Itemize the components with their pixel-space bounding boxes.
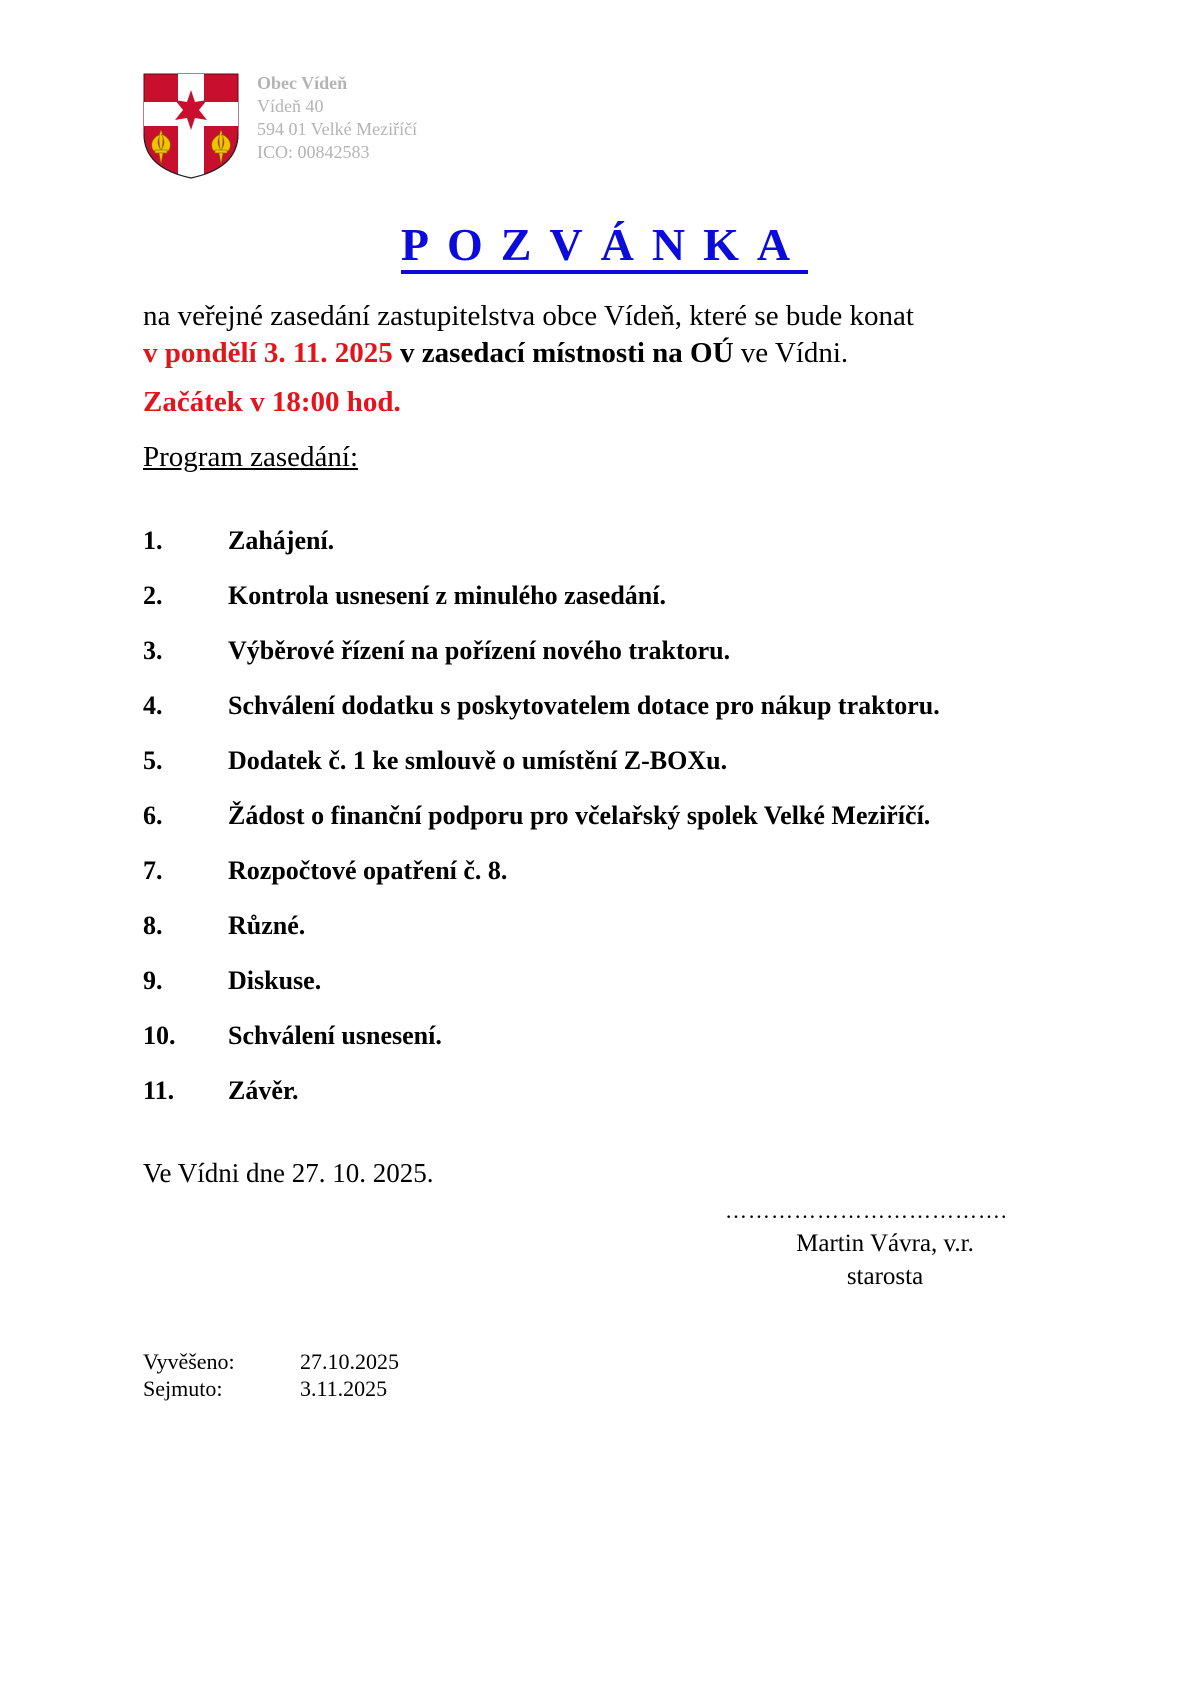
agenda-number: 11.: [143, 1076, 175, 1105]
signature-line: ……………………………….: [725, 1198, 1008, 1223]
agenda-number: 7.: [143, 856, 163, 885]
agenda-number: 9.: [143, 966, 163, 995]
agenda-number: 5.: [143, 746, 163, 775]
signer-role: starosta: [846, 1263, 924, 1290]
agenda-text: Dodatek č. 1 ke smlouvě o umístění Z-BOXu.: [228, 746, 728, 775]
removed-label: Sejmuto:: [143, 1376, 223, 1401]
agenda-text: Výběrové řízení na pořízení nového traktoru.: [228, 636, 731, 665]
ico-number: ICO: 00842583: [257, 142, 370, 162]
signer-name: Martin Vávra, v.r.: [796, 1230, 974, 1257]
posted-value: 27.10.2025: [300, 1349, 399, 1374]
agenda-item: [143, 1076, 940, 1131]
agenda-text: Schválení dodatku s poskytovatelem dotace pro nákup traktoru.: [228, 691, 940, 720]
place-and-date: Ve Vídni dne 27. 10. 2025.: [143, 1158, 434, 1188]
agenda-number: 1.: [143, 526, 163, 555]
agenda-item: [143, 911, 940, 966]
agenda-text: Závěr.: [228, 1076, 299, 1105]
removed-value: 3.11.2025: [300, 1376, 388, 1401]
agenda-number: 10.: [143, 1021, 176, 1050]
agenda-text: Žádost o finanční podporu pro včelařský spolek Velké Meziříčí.: [228, 801, 931, 830]
municipal-coat-of-arms-icon: [142, 72, 240, 180]
agenda-list: [143, 526, 940, 1131]
agenda-item: [143, 691, 940, 746]
agenda-number: 6.: [143, 801, 163, 830]
agenda-item: [143, 636, 940, 691]
letterhead: [257, 72, 417, 164]
removed-row: [143, 1375, 399, 1402]
invitation-intro: [143, 298, 914, 372]
posted-label: Vyvěšeno:: [143, 1349, 235, 1374]
agenda-text: Diskuse.: [228, 966, 322, 995]
agenda-item: [143, 526, 940, 581]
intro-line-2: [143, 335, 914, 372]
document-title: [0, 218, 1191, 271]
agenda-text: Rozpočtové opatření č. 8.: [228, 856, 508, 885]
posting-info: [143, 1348, 399, 1402]
intro-line-1: na veřejné zasedání zastupitelstva obce Vídeň, které se bude konat: [143, 300, 914, 332]
agenda-item: [143, 1021, 940, 1076]
agenda-number: 4.: [143, 691, 163, 720]
meeting-place: v zasedací místnosti na OÚ: [392, 337, 734, 369]
meeting-date: v pondělí 3. 11. 2025: [143, 337, 393, 369]
agenda-text: Různé.: [228, 911, 306, 940]
address-line-2: 594 01 Velké Meziříčí: [257, 119, 418, 139]
start-time: Začátek v 18:00 hod.: [143, 386, 401, 418]
program-heading: Program zasedání:: [143, 441, 359, 473]
title-text: POZVÁNKA: [401, 219, 808, 274]
agenda-item: [143, 746, 940, 801]
agenda-number: 8.: [143, 911, 163, 940]
municipality-name: Obec Vídeň: [257, 73, 348, 93]
signature-block: [735, 1227, 1035, 1293]
agenda-number: 2.: [143, 581, 163, 610]
agenda-text: Zahájení.: [228, 526, 335, 555]
posted-row: [143, 1348, 399, 1375]
agenda-text: Kontrola usnesení z minulého zasedání.: [228, 581, 666, 610]
agenda-item: [143, 801, 940, 856]
address-line-1: Vídeň 40: [257, 96, 324, 116]
agenda-item: [143, 966, 940, 1021]
agenda-item: [143, 856, 940, 911]
agenda-text: Schválení usnesení.: [228, 1021, 442, 1050]
agenda-number: 3.: [143, 636, 163, 665]
meeting-place-rest: ve Vídni.: [733, 337, 849, 369]
agenda-item: [143, 581, 940, 636]
